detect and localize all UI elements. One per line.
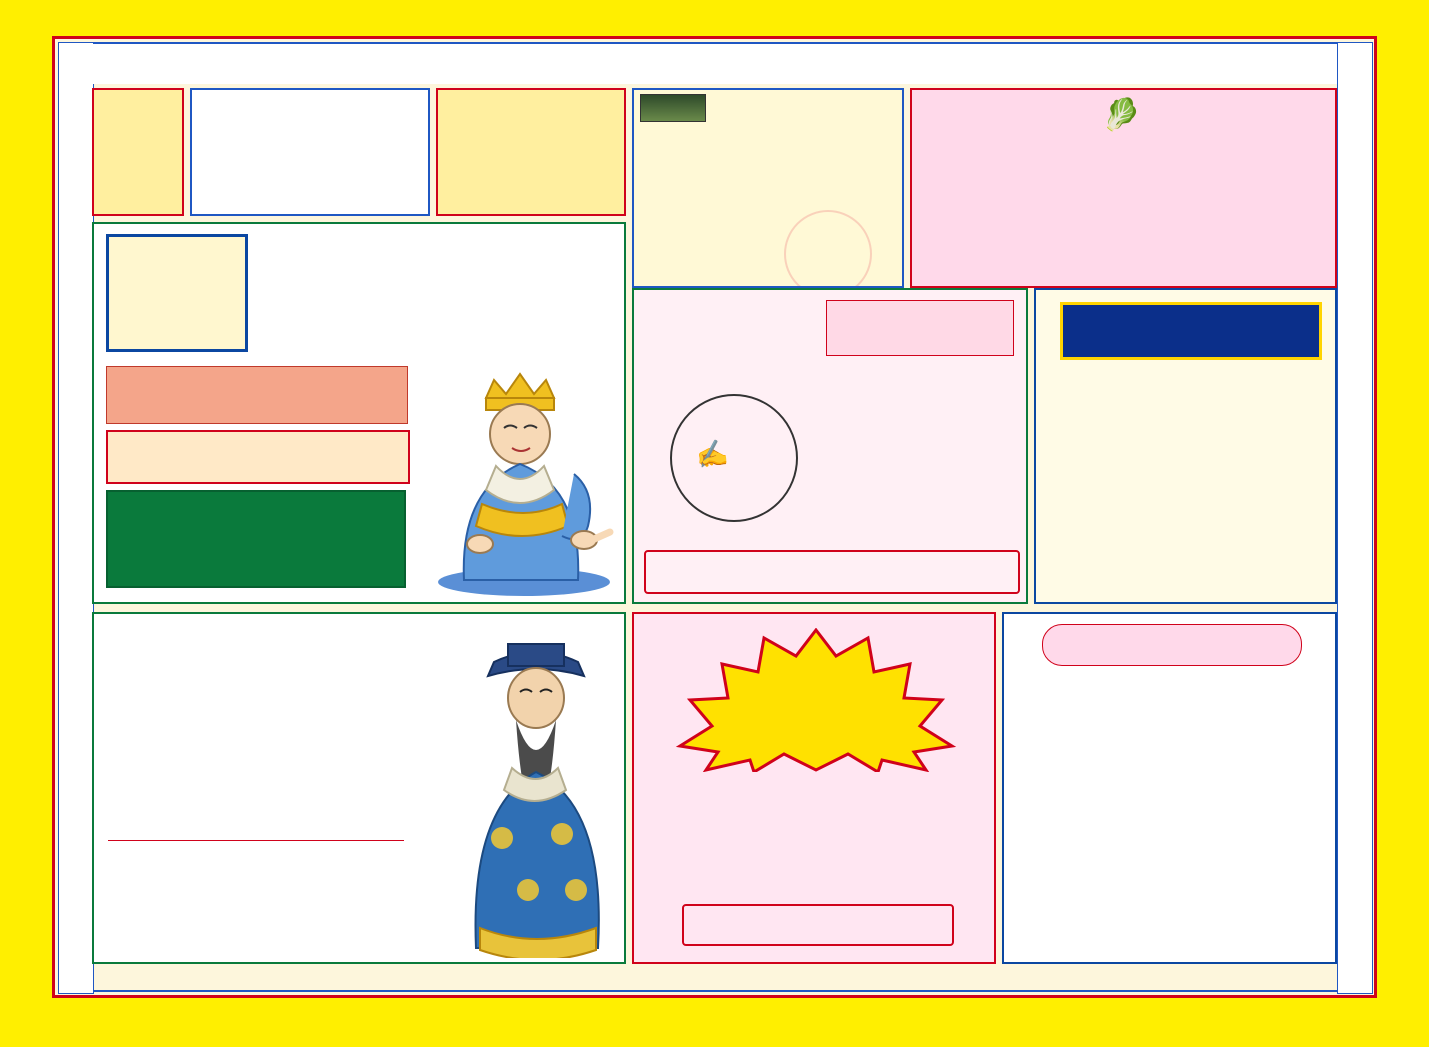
wealth-god-illustration (424, 354, 624, 598)
divider (108, 840, 404, 841)
left-marksix-strip (58, 42, 94, 994)
eight-immortals-box (910, 88, 1337, 288)
notice-photo (640, 94, 706, 122)
xuanji-poem-box (632, 288, 1028, 604)
xuanji-code-panel (826, 300, 1014, 356)
page-title (540, 38, 870, 84)
right-marksix-strip (1337, 42, 1373, 994)
notice-stamp (784, 210, 872, 288)
joke-title-pill (1042, 624, 1302, 666)
period-badge (106, 366, 408, 424)
sage-illustration (446, 628, 626, 958)
horse-secret-footer (682, 904, 954, 946)
footer-disclaimer (58, 966, 1371, 1000)
vegetable-icon: 🥬 (1102, 97, 1145, 133)
signature-scribble: ✍ (694, 437, 731, 473)
toumi-title (1060, 302, 1322, 360)
horse-code-box (92, 222, 626, 604)
horse-secret-box (632, 612, 996, 964)
eight-immortals-title (912, 96, 1335, 133)
horse-report-box (436, 88, 626, 216)
toumi-zodiac-poem-box (1034, 288, 1337, 604)
dream-box (92, 612, 626, 964)
caishen-title (106, 430, 410, 484)
caishen-lines (106, 490, 406, 588)
xuanji-footer (644, 550, 1020, 594)
riddle-box (190, 88, 430, 216)
starburst-banner (652, 628, 980, 772)
joke-box (1002, 612, 1337, 964)
zodiac-box (92, 88, 184, 216)
horse-code-title (106, 234, 248, 352)
signature-circle (670, 394, 798, 522)
notice-box (632, 88, 904, 288)
